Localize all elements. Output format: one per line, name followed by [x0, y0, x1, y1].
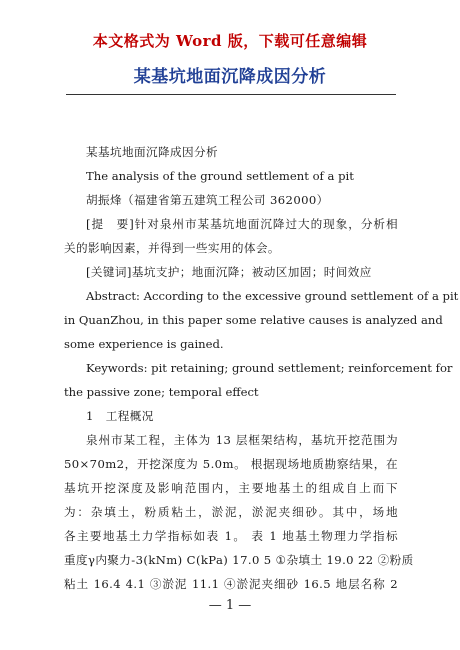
- document-body: [64, 140, 459, 596]
- english-keywords-line: the passive zone; temporal effect: [64, 385, 259, 399]
- english-keywords-line: Keywords: pit retaining; ground settlement; reinforcement for: [86, 361, 453, 375]
- paragraph-line: 泉州市某工程，主体为 13 层框架结构，基坑开挖范围为: [86, 433, 398, 447]
- paragraph-line: 重度γ内聚力-3(kNm) C(kPa) 17.0 5 ①杂填土 19.0 22 ②粉质: [64, 553, 414, 567]
- paragraph-line: 粘土 16.4 4.1 ③淤泥 11.1 ④淤泥夹细砂 16.5 地层名称 2: [64, 577, 398, 591]
- abstract-line: Abstract: According to the excessive ground settlement of a pit: [86, 289, 459, 303]
- summary-line: 关的影响因素，并得到一些实用的体会。: [64, 241, 280, 255]
- paragraph-line: 基坑开挖深度及影响范围内，主要地基土的组成自上而下: [64, 481, 398, 495]
- document-banner: 本文格式为 Word 版，下载可任意编辑: [92, 32, 368, 50]
- paragraph-line: 50×70m2，开挖深度为 5.0m。 根据现场地质勘察结果，在: [64, 457, 398, 471]
- keywords-line: [关键词]基坑支护；地面沉降；被动区加固；时间效应: [86, 265, 372, 279]
- paragraph-line: 为：杂填土，粉质粘土，淤泥，淤泥夹细砂。其中，场地: [64, 505, 398, 519]
- abstract-line: in QuanZhou, in this paper some relative causes is analyzed and: [64, 313, 443, 327]
- abstract-line: some experience is gained.: [64, 337, 224, 351]
- english-title-line: The analysis of the ground settlement of a pit: [86, 169, 354, 183]
- paragraph-line: 各主要地基土力学指标如表 1。 表 1 地基土物理力学指标: [64, 529, 398, 543]
- section-heading: 1 工程概况: [86, 409, 154, 423]
- article-title-line: 某基坑地面沉降成因分析: [86, 145, 218, 159]
- summary-line: [提 要]针对泉州市某基坑地面沉降过大的现象，分析相: [86, 217, 398, 231]
- page-number: — 1 —: [208, 598, 252, 613]
- header-divider: [66, 94, 396, 95]
- author-line: 胡振烽（福建省第五建筑工程公司 362000）: [86, 193, 329, 207]
- document-title: 某基坑地面沉降成因分析: [133, 67, 327, 87]
